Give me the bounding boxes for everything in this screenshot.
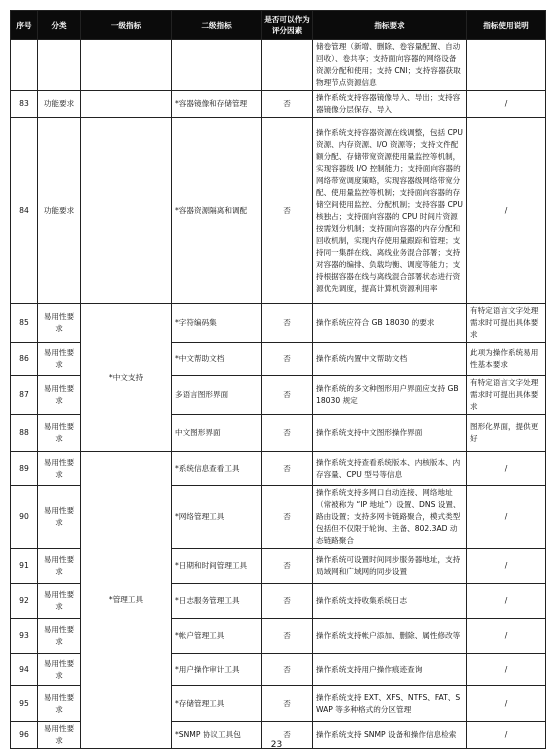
cell-requirement: 操作系统支持用户操作痕迹查询 bbox=[313, 654, 467, 686]
cell-scoring: 否 bbox=[262, 415, 313, 452]
cell-level2: *中文帮助文档 bbox=[172, 343, 262, 376]
cell-level1-chinese-support: *中文支持 bbox=[81, 304, 172, 452]
cell-note: / bbox=[467, 686, 546, 722]
header-category: 分类 bbox=[38, 11, 81, 40]
cell-seq: 92 bbox=[11, 584, 38, 619]
cell-note: / bbox=[467, 549, 546, 584]
cell-note: / bbox=[467, 118, 546, 304]
cell-scoring: 否 bbox=[262, 486, 313, 549]
cell-seq: 96 bbox=[11, 722, 38, 749]
cell-scoring: 否 bbox=[262, 376, 313, 415]
header-scoring: 是否可以作为评分因素 bbox=[262, 11, 313, 40]
cell-level2: 中文图形界面 bbox=[172, 415, 262, 452]
cell-level2: *SNMP 协议工具包 bbox=[172, 722, 262, 749]
cell-category: 易用性要求 bbox=[38, 654, 81, 686]
cell-scoring: 否 bbox=[262, 452, 313, 486]
cell-level2: *日期和时间管理工具 bbox=[172, 549, 262, 584]
cell-note: / bbox=[467, 584, 546, 619]
cell-requirement: 操作系统支持查看系统版本、内核版本、内存容量、CPU 型号等信息 bbox=[313, 452, 467, 486]
cell-category: 易用性要求 bbox=[38, 584, 81, 619]
cell-seq: 88 bbox=[11, 415, 38, 452]
table-row bbox=[11, 91, 546, 118]
cell-category: 易用性要求 bbox=[38, 343, 81, 376]
cell-seq: 90 bbox=[11, 486, 38, 549]
cell-level2: *日志服务管理工具 bbox=[172, 584, 262, 619]
cell-requirement: 储卷管理（新增、删除、卷容量配置、自动回收）、卷共享；支持面向容器的网络设备资源分配和使用；支持 CNI；支持容器获取物理节点资源信息 bbox=[313, 40, 467, 91]
cell-scoring: 否 bbox=[262, 619, 313, 654]
cell-requirement: 操作系统可设置时间同步服务器地址，支持局域网和广域网的同步设置 bbox=[313, 549, 467, 584]
cell-level2: *网络管理工具 bbox=[172, 486, 262, 549]
cell-category: 功能要求 bbox=[38, 91, 81, 118]
cell-requirement: 操作系统支持 SNMP 设备和操作信息检索 bbox=[313, 722, 467, 749]
cell-requirement: 操作系统内置中文帮助文档 bbox=[313, 343, 467, 376]
cell-level1 bbox=[81, 40, 172, 91]
cell-scoring: 否 bbox=[262, 722, 313, 749]
cell-category: 易用性要求 bbox=[38, 722, 81, 749]
cell-note: / bbox=[467, 486, 546, 549]
cell-level1-management-tools: *管理工具 bbox=[81, 452, 172, 749]
cell-note: / bbox=[467, 91, 546, 118]
cell-note: / bbox=[467, 619, 546, 654]
cell-requirement: 操作系统支持中文图形操作界面 bbox=[313, 415, 467, 452]
cell-requirement: 操作系统支持收集系统日志 bbox=[313, 584, 467, 619]
cell-level2: 多语言图形界面 bbox=[172, 376, 262, 415]
cell-requirement: 操作系统支持容器资源在线调整，包括 CPU 资源、内存资源、I/O 资源等；支持文件配额分配、存储带宽资源使用量监控等机制，实现容器级 I/O 控制能力；支持面向容器的网络带宽调度策略，实现容器级网络带宽分配、使用量监控等机制；支持面向容器的存储空间使用监控、分配机制；支持容器 CPU 核独占；支持面向容器的 CPU 时间片资源按需划分机制；支持面向容器的内存分配和回收机制，实现内存使用量跟踪和管理；支持同一集群在线、离线业务混合部署；支持对容器的编排、负载均衡、调度等能力；支持根据容器在线与离线混合部署状态进行资源优先调度，提高计算机资源利用率 bbox=[313, 118, 467, 304]
cell-scoring: 否 bbox=[262, 118, 313, 304]
cell-category: 易用性要求 bbox=[38, 376, 81, 415]
header-requirement: 指标要求 bbox=[313, 11, 467, 40]
cell-scoring: 否 bbox=[262, 549, 313, 584]
cell-requirement: 操作系统支持多网口自动连接、网络地址（常被称为 “IP 地址”）设置、DNS 设置、路由设置；支持多网卡链路聚合，模式类型包括但不仅限于轮询、主备、802.3AD 动态链路聚合 bbox=[313, 486, 467, 549]
cell-seq: 84 bbox=[11, 118, 38, 304]
cell-note: 有特定语言文字处理需求时可提出具体要求 bbox=[467, 304, 546, 343]
cell-scoring: 否 bbox=[262, 584, 313, 619]
cell-level2: *存储管理工具 bbox=[172, 686, 262, 722]
cell-seq: 86 bbox=[11, 343, 38, 376]
cell-category: 易用性要求 bbox=[38, 549, 81, 584]
cell-scoring: 否 bbox=[262, 686, 313, 722]
cell-category: 易用性要求 bbox=[38, 619, 81, 654]
cell-seq: 95 bbox=[11, 686, 38, 722]
cell-level2 bbox=[172, 40, 262, 91]
cell-requirement: 操作系统支持帐户添加、删除、属性修改等 bbox=[313, 619, 467, 654]
cell-note: 有特定语言文字处理需求时可提出具体要求 bbox=[467, 376, 546, 415]
cell-level2: *容器资源隔离和调配 bbox=[172, 118, 262, 304]
cell-note: / bbox=[467, 452, 546, 486]
page-number: 23 bbox=[270, 740, 283, 750]
cell-seq: 89 bbox=[11, 452, 38, 486]
cell-note: / bbox=[467, 654, 546, 686]
cell-category bbox=[38, 40, 81, 91]
header-level2: 二级指标 bbox=[172, 11, 262, 40]
cell-requirement: 操作系统支持容器镜像导入、导出；支持容器镜像分层保存、导入 bbox=[313, 91, 467, 118]
cell-level2: *帐户管理工具 bbox=[172, 619, 262, 654]
cell-level2: *容器镜像和存储管理 bbox=[172, 91, 262, 118]
cell-note: / bbox=[467, 722, 546, 749]
cell-requirement: 操作系统的多文种图形用户界面应支持 GB 18030 规定 bbox=[313, 376, 467, 415]
cell-seq: 83 bbox=[11, 91, 38, 118]
cell-category: 易用性要求 bbox=[38, 304, 81, 343]
cell-level2: *字符编码集 bbox=[172, 304, 262, 343]
cell-category: 易用性要求 bbox=[38, 486, 81, 549]
cell-seq: 91 bbox=[11, 549, 38, 584]
requirements-table bbox=[10, 10, 546, 749]
table-row bbox=[11, 452, 546, 486]
cell-scoring: 否 bbox=[262, 654, 313, 686]
cell-seq bbox=[11, 40, 38, 91]
cell-note: 此项为操作系统易用性基本要求 bbox=[467, 343, 546, 376]
cell-seq: 94 bbox=[11, 654, 38, 686]
cell-note bbox=[467, 40, 546, 91]
cell-level2: *系统信息查看工具 bbox=[172, 452, 262, 486]
cell-category: 易用性要求 bbox=[38, 686, 81, 722]
cell-scoring: 否 bbox=[262, 91, 313, 118]
cell-seq: 85 bbox=[11, 304, 38, 343]
cell-level1 bbox=[81, 91, 172, 118]
cell-category: 易用性要求 bbox=[38, 415, 81, 452]
header-seq: 序号 bbox=[11, 11, 38, 40]
cell-scoring: 否 bbox=[262, 304, 313, 343]
header-level1: 一级指标 bbox=[81, 11, 172, 40]
cell-category: 功能要求 bbox=[38, 118, 81, 304]
cell-scoring: 否 bbox=[262, 343, 313, 376]
cell-level2: *用户操作审计工具 bbox=[172, 654, 262, 686]
header-note: 指标使用说明 bbox=[467, 11, 546, 40]
table-row bbox=[11, 304, 546, 343]
cell-requirement: 操作系统应符合 GB 18030 的要求 bbox=[313, 304, 467, 343]
cell-requirement: 操作系统支持 EXT、XFS、NTFS、FAT、SWAP 等多种格式的分区管理 bbox=[313, 686, 467, 722]
table-row bbox=[11, 118, 546, 304]
cell-scoring bbox=[262, 40, 313, 91]
cell-category: 易用性要求 bbox=[38, 452, 81, 486]
cell-seq: 93 bbox=[11, 619, 38, 654]
cell-seq: 87 bbox=[11, 376, 38, 415]
table-row bbox=[11, 40, 546, 91]
table-header-row bbox=[11, 11, 546, 40]
cell-note: 图形化界面，提供更好 bbox=[467, 415, 546, 452]
cell-level1 bbox=[81, 118, 172, 304]
